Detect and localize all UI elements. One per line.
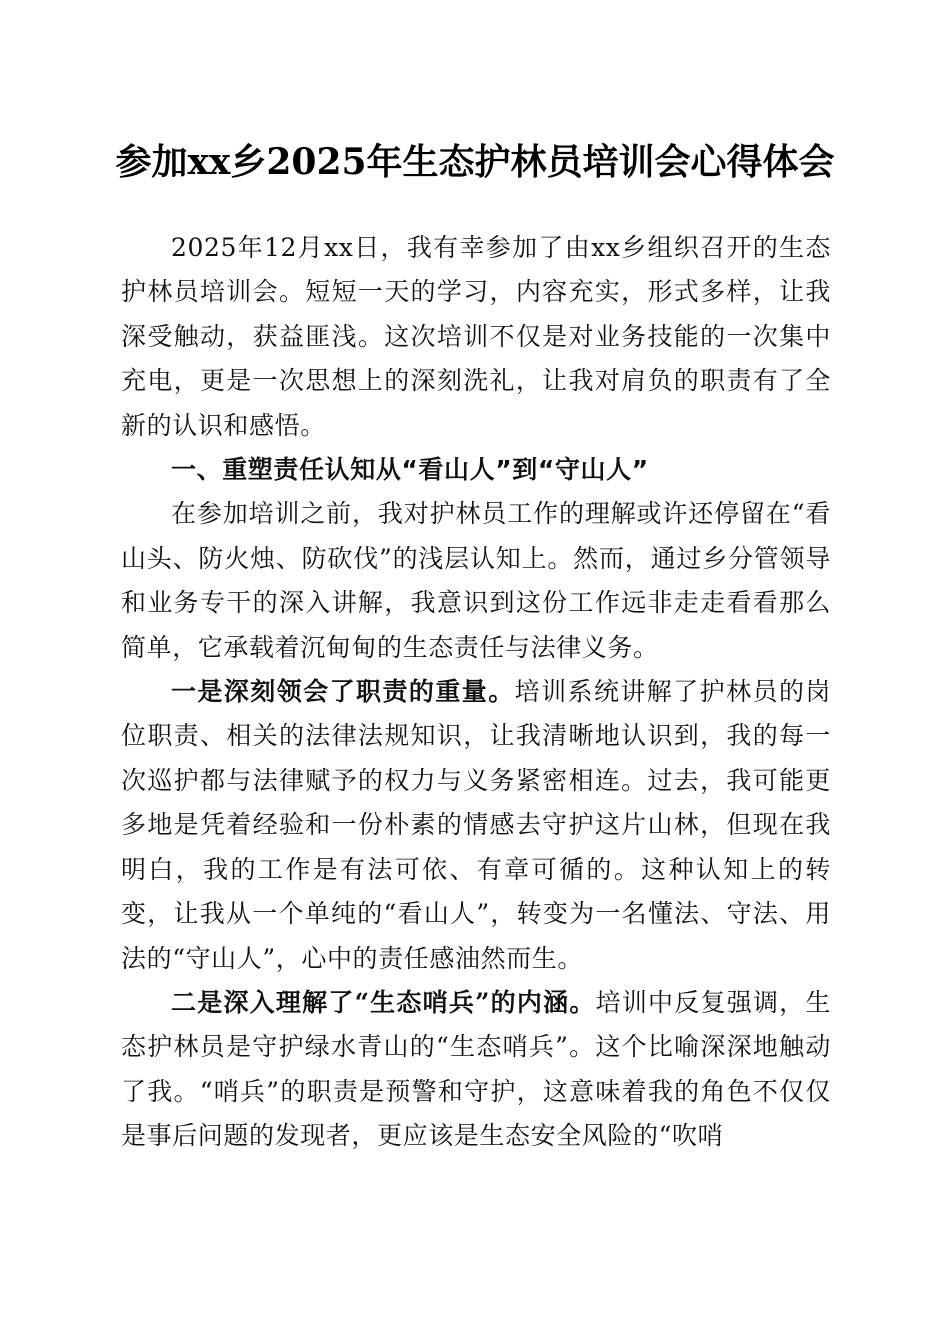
paragraph-text: 2025年12月xx日，我有幸参加了由xx乡组织召开的生态护林员培训会。短短一天的学习，内容充实，形式多样，让我深受触动，获益匪浅。这次培训不仅是对业务技能的一次集中充电，更是一次思想上的深刻洗礼，让我对肩负的职责有了全新的认识和感悟。 (121, 233, 831, 440)
body-paragraph (121, 492, 831, 670)
body-paragraph (121, 981, 831, 1159)
document-title: 参加xx乡2025年生态护林员培训会心得体会 (115, 141, 835, 183)
paragraph-lead: 二是深入理解了“生态哨兵”的内涵。 (171, 987, 596, 1017)
paragraph-text: 在参加培训之前，我对护林员工作的理解或许还停留在“看山头、防火烛、防砍伐”的浅层认知上。然而，通过乡分管领导和业务专干的深入讲解，我意识到这份工作远非走走看看那么简单，它承载着沉甸甸的生态责任与法律义务。 (121, 499, 831, 662)
intro-paragraph (121, 226, 831, 448)
paragraph-text: 培训中反复强调，生态护林员是守护绿水青山的“生态哨兵”。这个比喻深深地触动了我。“哨兵”的职责是预警和守护，这意味着我的角色不仅仅是事后问题的发现者，更应该是生态安全风险的“吹哨 (121, 987, 831, 1151)
paragraph-lead: 一是深刻领会了职责的重量。 (171, 677, 515, 707)
section-heading: 一、重塑责任认知从“看山人”到“守山人” (171, 455, 649, 485)
paragraph-text: 培训系统讲解了护林员的岗位职责、相关的法律法规知识，让我清晰地认识到，我的每一次巡护都与法律赋予的权力与义务紧密相连。过去，我可能更多地是凭着经验和一份朴素的情感去守护这片山林，但现在我明白，我的工作是有法可依、有章可循的。这种认知上的转变，让我从一个单纯的“看山人”，转变为一名懂法、守法、用法的“守山人”，心中的责任感油然而生。 (121, 677, 832, 973)
body-paragraph (121, 670, 831, 981)
document-body (121, 226, 831, 1159)
